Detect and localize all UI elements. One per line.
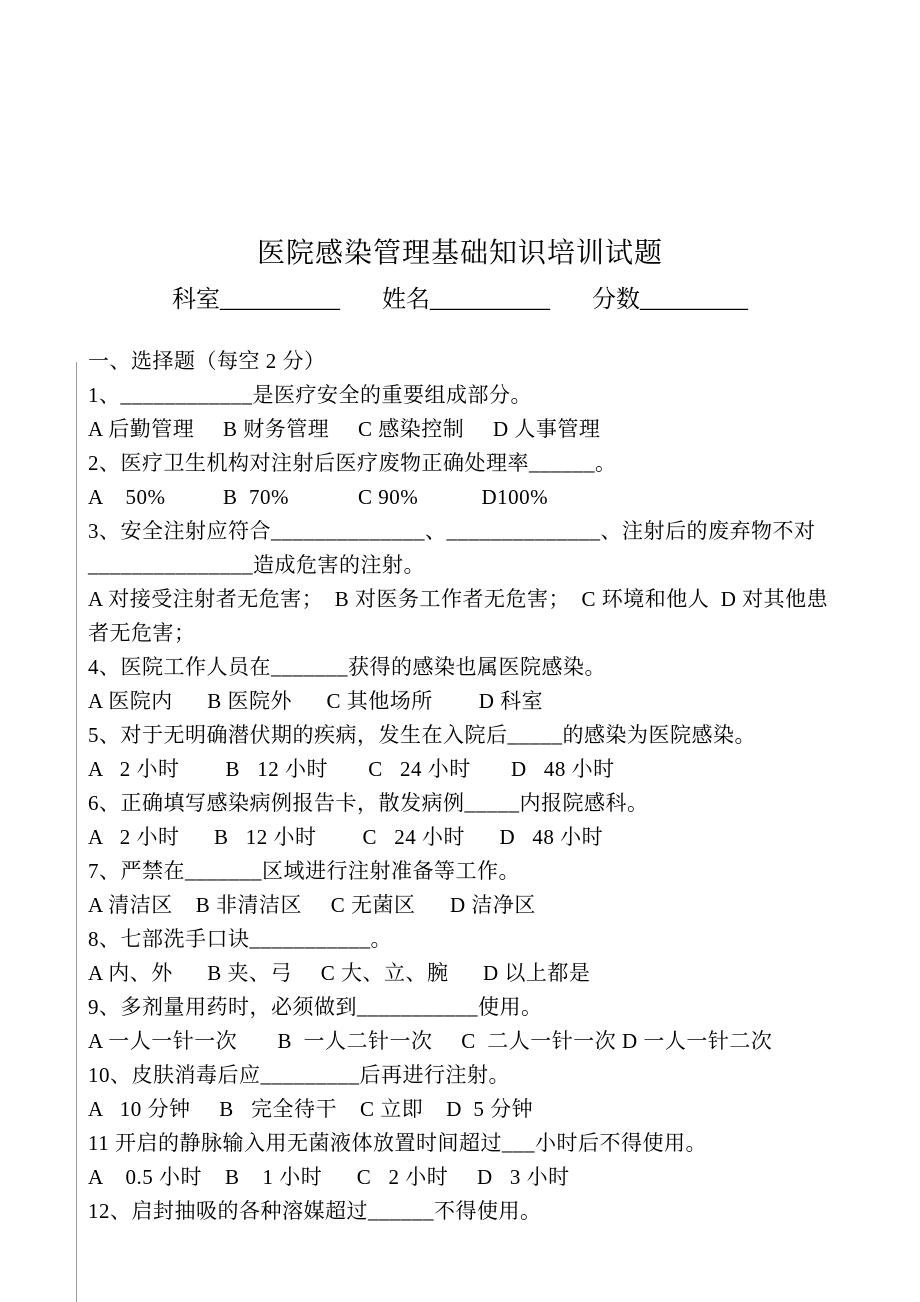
question-11-text: 11 开启的静脉输入用无菌液体放置时间超过___小时后不得使用。 (88, 1131, 707, 1155)
question-6-options: A 2 小时 B 12 小时 C 24 小时 D 48 小时 (88, 825, 604, 849)
question-10-text: 10、皮肤消毒后应_________后再进行注射。 (88, 1063, 510, 1087)
question-12-text: 12、启封抽吸的各种溶媒超过______不得使用。 (88, 1199, 542, 1223)
question-1-options: A 后勤管理 B 财务管理 C 感染控制 D 人事管理 (88, 417, 601, 441)
name-field: 姓名__________ (382, 287, 550, 313)
question-4-options: A 医院内 B 医院外 C 其他场所 D 科室 (88, 689, 544, 713)
question-5-options: A 2 小时 B 12 小时 C 24 小时 D 48 小时 (88, 757, 615, 781)
document-title: 医院感染管理基础知识培训试题 (256, 238, 663, 269)
question-7-text: 7、严禁在_______区域进行注射准备等工作。 (88, 859, 520, 883)
question-9-options: A 一人一针一次 B 一人二针一次 C 二人一针一次 D 一人一针二次 (88, 1029, 773, 1053)
question-3-text: 3、安全注射应符合______________、______________、注射后的废弃物不对 (88, 519, 816, 543)
section-heading: 一、选择题（每空 2 分） (88, 349, 326, 373)
question-7-options: A 清洁区 B 非清洁区 C 无菌区 D 洁净区 (88, 893, 536, 917)
question-9-text: 9、多剂量用药时，必须做到___________使用。 (88, 995, 543, 1019)
header-fields (0, 284, 920, 316)
left-margin-line (76, 362, 77, 1302)
question-3-options: A 对接受注射者无危害； B 对医务工作者无危害； C 环境和他人 D 对其他患 (88, 587, 829, 611)
question-10-options: A 10 分钟 B 完全待干 C 立即 D 5 分钟 (88, 1097, 534, 1121)
question-8-text: 8、七部洗手口诀___________。 (88, 927, 392, 951)
question-2-options: A 50% B 70% C 90% D100% (88, 485, 549, 509)
document-body (88, 344, 860, 1228)
question-3-options-continued: 者无危害； (88, 621, 196, 645)
department-field: 科室__________ (172, 287, 340, 313)
question-3-text-continued: _______________造成危害的注射。 (88, 553, 425, 577)
question-2-text: 2、医疗卫生机构对注射后医疗废物正确处理率______。 (88, 451, 617, 475)
question-6-text: 6、正确填写感染病例报告卡，散发病例_____内报院感科。 (88, 791, 649, 815)
question-5-text: 5、对于无明确潜伏期的疾病，发生在入院后_____的感染为医院感染。 (88, 723, 756, 747)
question-8-options: A 内、外 B 夹、弓 C 大、立、腕 D 以上都是 (88, 961, 591, 985)
question-11-options: A 0.5 小时 B 1 小时 C 2 小时 D 3 小时 (88, 1165, 570, 1189)
question-4-text: 4、医院工作人员在_______获得的感染也属医院感染。 (88, 655, 606, 679)
question-1-text: 1、____________是医疗安全的重要组成部分。 (88, 383, 532, 407)
score-field: 分数_________ (592, 287, 748, 313)
